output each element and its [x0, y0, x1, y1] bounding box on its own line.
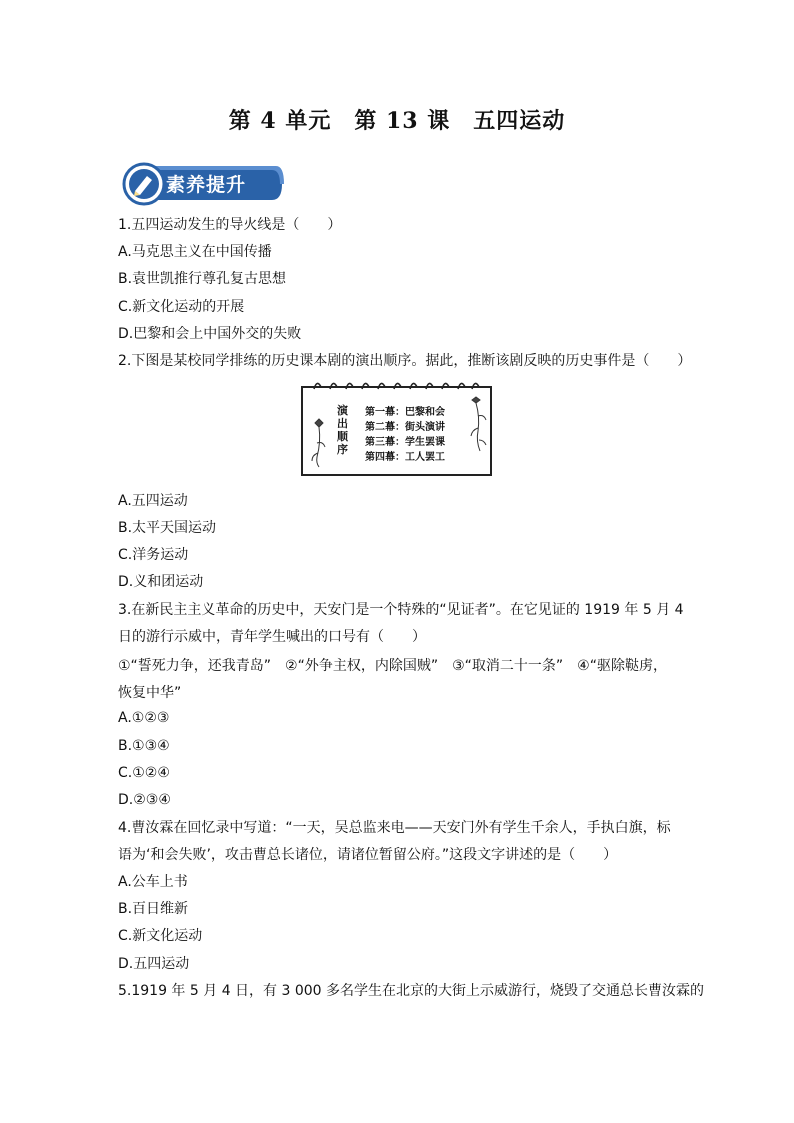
- q1-option-d: D.巴黎和会上中国外交的失败: [118, 326, 302, 342]
- flower-sketch-icon: [307, 415, 331, 470]
- flower-sketch-icon: [466, 394, 490, 454]
- question-4-stem-line-2: 语为‘和会失败’，攻击曹总长诸位，请诸位暂留公府。”这段文字讲述的是（ ）: [118, 847, 618, 863]
- notebook-rings: [310, 377, 480, 397]
- q4-option-b: B.百日维新: [118, 901, 189, 917]
- q3-option-a: A.①②③: [118, 710, 170, 726]
- question-5-stem-line-1: 5.1919 年 5 月 4 日，有 3 000 多名学生在北京的大街上示威游行，烧毁了交通总长曹汝霖的: [118, 983, 705, 999]
- performance-order-title: 演出顺序: [337, 404, 348, 456]
- question-1-stem: 1.五四运动发生的导火线是（ ）: [118, 217, 342, 233]
- act-2: 第二幕：街头演讲: [365, 422, 445, 433]
- q4-option-d: D.五四运动: [118, 956, 190, 972]
- q2-option-a: A.五四运动: [118, 493, 188, 509]
- q3-items-line-1: ①“誓死力争，还我青岛” ②“外争主权，内除国贼” ③“取消二十一条” ④“驱除鞑虏，: [118, 658, 667, 674]
- q3-option-b: B.①③④: [118, 738, 170, 754]
- q2-option-c: C.洋务运动: [118, 547, 189, 563]
- q1-option-a: A.马克思主义在中国传播: [118, 244, 272, 260]
- act-3: 第三幕：学生罢课: [365, 437, 445, 448]
- q3-option-c: C.①②④: [118, 765, 170, 781]
- act-4: 第四幕：工人罢工: [365, 452, 445, 463]
- q2-option-d: D.义和团运动: [118, 574, 204, 590]
- q4-option-a: A.公车上书: [118, 874, 188, 890]
- q4-option-c: C.新文化运动: [118, 928, 203, 944]
- section-label: 素养提升: [166, 174, 247, 196]
- question-3-stem-line-2: 日的游行示威中，青年学生喊出的口号有（ ）: [118, 629, 426, 645]
- q3-items-line-2: 恢复中华”: [118, 685, 182, 701]
- question-3-stem-line-1: 3.在新民主主义革命的历史中，天安门是一个特殊的“见证者”。在它见证的 1919 年 5 月 4: [118, 602, 684, 618]
- q1-option-b: B.袁世凯推行尊孔复古思想: [118, 271, 287, 287]
- question-4-stem-line-1: 4.曹汝霖在回忆录中写道：“一天，吴总监来电——天安门外有学生千余人，手执白旗，标: [118, 820, 671, 836]
- page-title: 第 4 单元 第 13 课 五四运动: [228, 108, 566, 134]
- question-2-stem: 2.下图是某校同学排练的历史课本剧的演出顺序。据此，推断该剧反映的历史事件是（ ）: [118, 353, 692, 369]
- q2-option-b: B.太平天国运动: [118, 520, 217, 536]
- q1-option-c: C.新文化运动的开展: [118, 299, 245, 315]
- q3-option-d: D.②③④: [118, 792, 171, 808]
- act-1: 第一幕：巴黎和会: [365, 407, 445, 418]
